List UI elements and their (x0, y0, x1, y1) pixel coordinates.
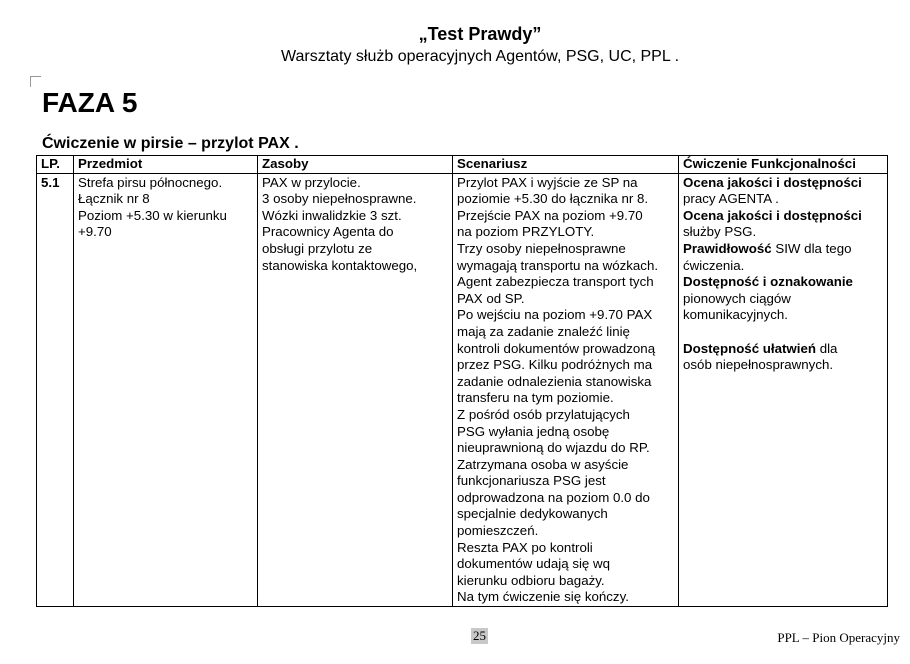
func-spacer (683, 324, 883, 341)
zasoby-line: Wózki inwalidzkie 3 szt. (262, 207, 402, 223)
func-bold: Prawidłowość (683, 240, 772, 256)
zasoby-line: stanowiska kontaktowego, (262, 257, 418, 273)
func-rest: dla (816, 340, 838, 356)
scenariusz-line: zadanie odnalezienia stanowiska (457, 373, 652, 389)
scenariusz-line: Na tym ćwiczenie się kończy. (457, 589, 629, 605)
scenariusz-line: odprowadzona na poziom 0.0 do (457, 489, 650, 505)
scenariusz-line: PAX od SP. (457, 290, 525, 306)
document-title: „Test Prawdy” (418, 24, 542, 44)
przedmiot-line: +9.70 (78, 224, 112, 240)
scenariusz-line: Agent zabezpiecza transport tych (457, 274, 654, 290)
scenariusz-line: przez PSG. Kilku podróżnych ma (457, 357, 653, 373)
zasoby-line: 3 osoby niepełnosprawne. (262, 191, 417, 207)
scenariusz-line: Z pośród osób przylatujących (457, 406, 630, 422)
page-number: 25 (473, 628, 486, 643)
scenariusz-line: specjalnie dedykowanych (457, 506, 608, 522)
zasoby-line: obsługi przylotu ze (262, 240, 373, 256)
func-line: ćwiczenia. (683, 257, 745, 273)
cell-lp: 5.1 (37, 173, 74, 606)
scenariusz-line: wymagają transportu na wózkach. (457, 257, 659, 273)
func-line (683, 341, 883, 358)
zasoby-line: PAX w przylocie. (262, 174, 361, 190)
table-header-row (37, 156, 888, 174)
func-line: pionowych ciągów (683, 290, 791, 306)
zasoby-line: Pracownicy Agenta do (262, 224, 394, 240)
func-line: Ocena jakości i dostępności (683, 207, 862, 223)
cell-przedmiot (74, 173, 258, 606)
scenariusz-line: Przylot PAX i wyjście ze SP na (457, 174, 638, 190)
footer-text: PPL – Pion Operacyjny (777, 630, 900, 645)
scenariusz-line: na poziom PRZYLOTY. (457, 224, 595, 240)
exercise-table (36, 155, 888, 607)
margin-corner-mark (30, 76, 41, 87)
phase-heading: FAZA 5 (42, 87, 138, 118)
header-lp: LP. (37, 156, 74, 174)
header-cwiczenie: Ćwiczenie Funkcjonalności (679, 156, 888, 174)
section-title: Ćwiczenie w pirsie – przylot PAX . (42, 135, 299, 152)
cell-funkcjonalnosci (679, 173, 888, 606)
scenariusz-line: funkcjonariusza PSG jest (457, 473, 606, 489)
scenariusz-line: kontroli dokumentów prowadzoną (457, 340, 656, 356)
func-line: Dostępność i oznakowanie (683, 274, 853, 290)
scenariusz-line: poziomie +5.30 do łącznika nr 8. (457, 191, 649, 207)
cell-scenariusz (453, 173, 679, 606)
scenariusz-line: PSG wyłania jedną osobę (457, 423, 610, 439)
cell-zasoby (258, 173, 453, 606)
scenariusz-line: dokumentów udają się wq (457, 556, 611, 572)
func-line: Ocena jakości i dostępności (683, 174, 862, 190)
header-przedmiot: Przedmiot (74, 156, 258, 174)
func-line (683, 241, 883, 258)
scenariusz-line: nieuprawnioną do wjazdu do RP. (457, 440, 650, 456)
scenariusz-line: Trzy osoby niepełnosprawne (457, 240, 626, 256)
func-line: komunikacyjnych. (683, 307, 788, 323)
scenariusz-line: Reszta PAX po kontroli (457, 539, 593, 555)
scenariusz-line: Przejście PAX na poziom +9.70 (457, 207, 643, 223)
func-rest: SIW dla tego (771, 240, 852, 256)
document-subtitle: Warsztaty służb operacyjnych Agentów, PSG, UC, PPL . (280, 48, 680, 65)
scenariusz-line: kierunku odbioru bagaży. (457, 572, 605, 588)
scenariusz-line: Po wejściu na poziom +9.70 PAX (457, 307, 653, 323)
scenariusz-line: Zatrzymana osoba w asyście (457, 456, 629, 472)
przedmiot-line: Poziom +5.30 w kierunku (78, 207, 227, 223)
scenariusz-line: transferu na tym poziomie. (457, 390, 614, 406)
scenariusz-line: pomieszczeń. (457, 523, 539, 539)
header-zasoby: Zasoby (258, 156, 453, 174)
func-bold: Dostępność ułatwień (683, 340, 816, 356)
przedmiot-line: Strefa pirsu północnego. (78, 174, 223, 190)
func-line: służby PSG. (683, 224, 757, 240)
header-scenariusz: Scenariusz (453, 156, 679, 174)
func-line: pracy AGENTA . (683, 191, 779, 207)
scenariusz-line: mają za zadanie znaleźć linię (457, 323, 630, 339)
table-row (37, 173, 888, 606)
func-line: osób niepełnosprawnych. (683, 357, 834, 373)
przedmiot-line: Łącznik nr 8 (78, 191, 150, 207)
